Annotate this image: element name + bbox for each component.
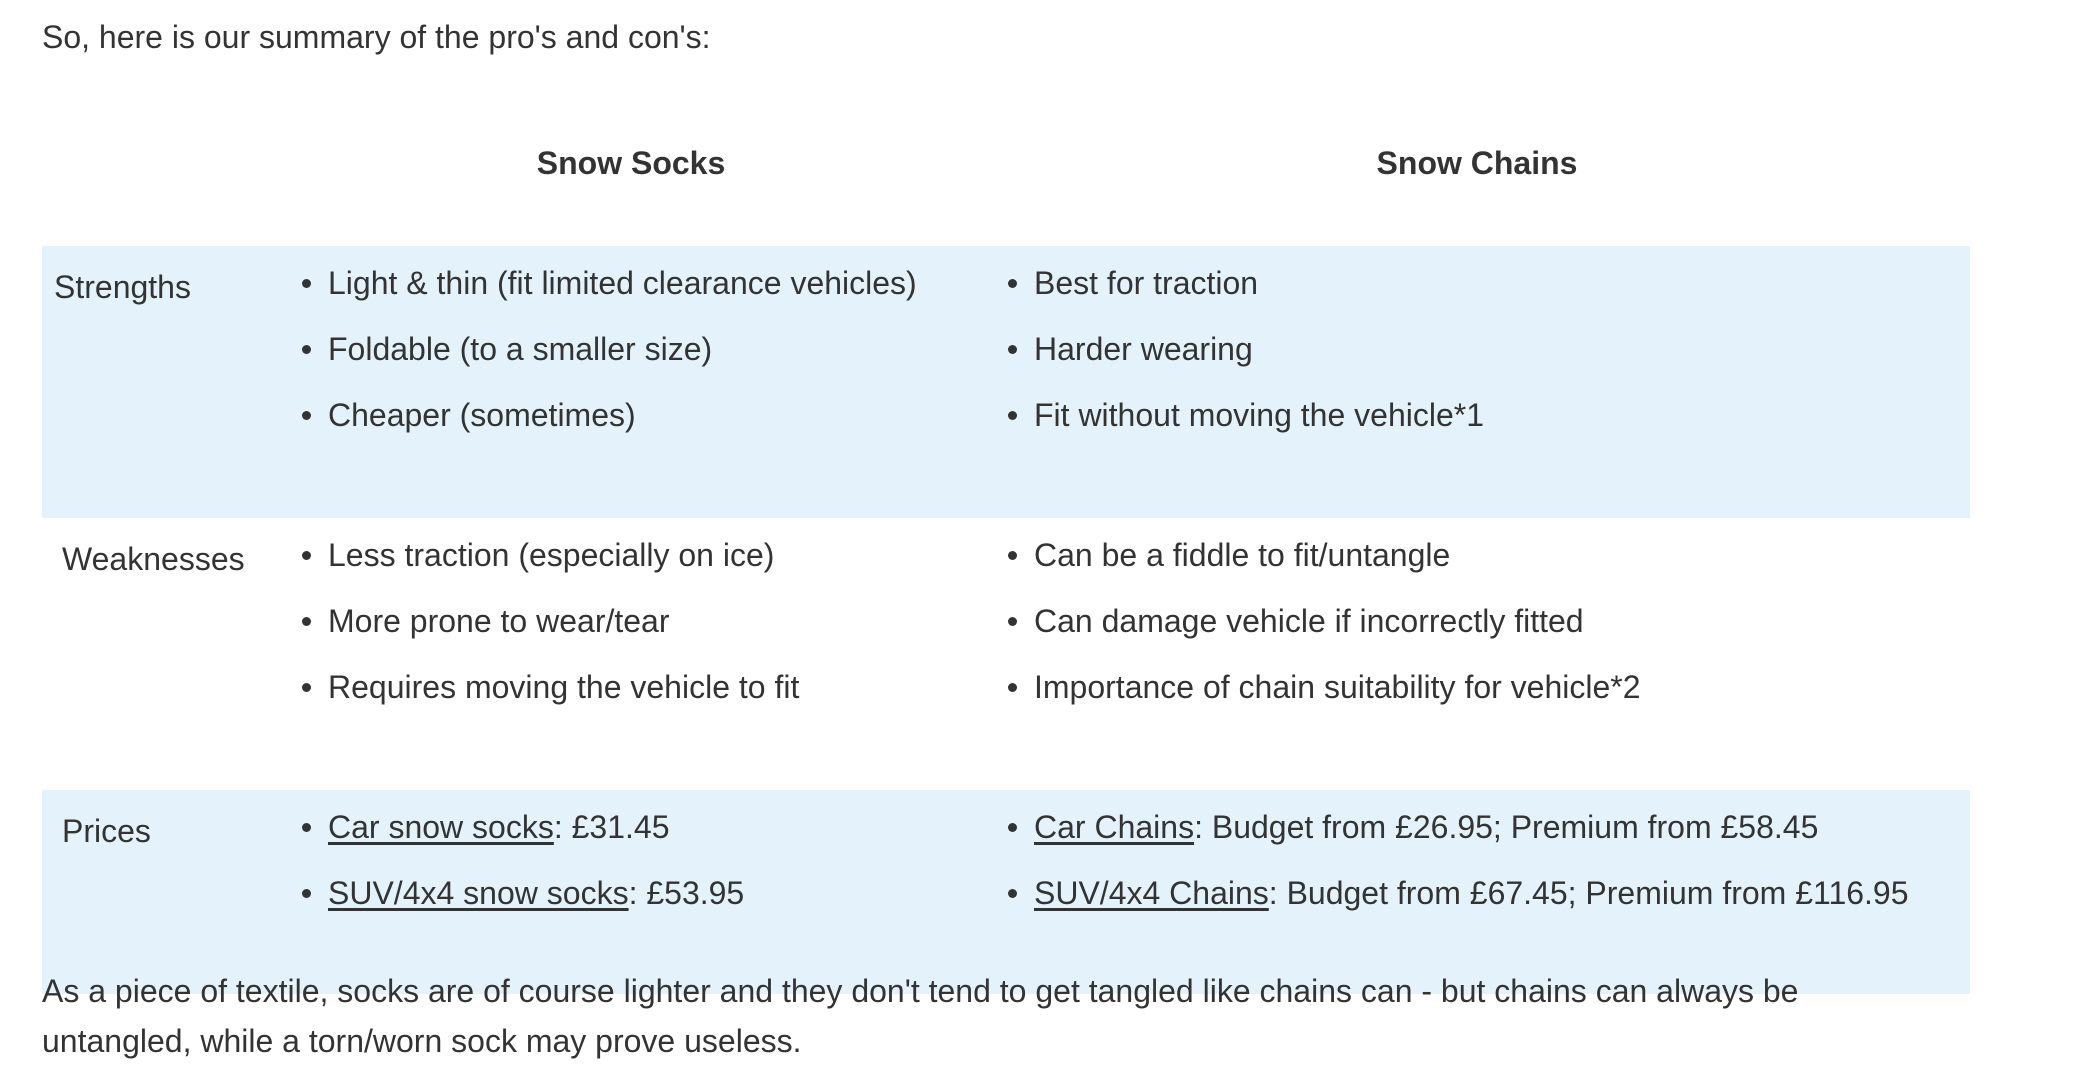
row-label-strengths: Strengths [42,246,278,518]
prices-socks-list [278,790,984,938]
strengths-socks-cell [278,246,984,518]
list-item: Importance of chain suitability for vehicle*2 [984,666,1970,732]
table-row-strengths [42,246,1970,518]
comparison-table [42,100,1970,994]
weaknesses-chains-cell [984,518,1970,790]
list-item: Can damage vehicle if incorrectly fitted [984,600,1970,666]
list-item [278,872,984,938]
list-item: Requires moving the vehicle to fit [278,666,984,732]
outro-paragraph: As a piece of textile, socks are of course lighter and they don't tend to get tangled like chains can - but chains can always be untangled, while a torn/worn sock may prove useless. [42,973,1799,1059]
table-header-row [42,100,1970,246]
table-row-prices [42,790,1970,994]
strengths-chains-list [984,246,1970,460]
price-text: : Budget from £67.45; Premium from £116.95 [1268,875,1909,911]
price-text: : £31.45 [553,809,670,845]
list-item [984,872,1970,938]
weaknesses-socks-cell [278,518,984,790]
list-item [984,806,1970,872]
list-item: Best for traction [984,262,1970,328]
prices-socks-cell [278,790,984,994]
list-item: More prone to wear/tear [278,600,984,666]
row-label-weaknesses: Weaknesses [62,541,245,577]
car-snow-socks-link[interactable]: Car snow socks [328,809,554,845]
weaknesses-chains-list [984,518,1970,732]
weaknesses-socks-list [278,518,984,732]
table-row-weaknesses [42,518,1970,790]
list-item: Can be a fiddle to fit/untangle [984,534,1970,600]
price-text: : Budget from £26.95; Premium from £58.45 [1194,809,1819,845]
list-item: Harder wearing [984,328,1970,394]
prices-chains-list [984,790,1970,938]
row-label-prices: Prices [42,790,278,994]
list-item [278,806,984,872]
header-snow-socks: Snow Socks [536,144,726,181]
car-chains-link[interactable]: Car Chains [1034,809,1195,845]
list-item: Light & thin (fit limited clearance vehicles) [278,262,984,328]
list-item: Fit without moving the vehicle*1 [984,394,1970,460]
suv-chains-link[interactable]: SUV/4x4 Chains [1034,875,1269,911]
prices-chains-cell [984,790,1970,994]
list-item: Less traction (especially on ice) [278,534,984,600]
strengths-chains-cell [984,246,1970,518]
header-blank-cell [42,100,278,246]
list-item: Foldable (to a smaller size) [278,328,984,394]
header-snow-chains: Snow Chains [1376,144,1578,181]
strengths-socks-list [278,246,984,460]
list-item: Cheaper (sometimes) [278,394,984,460]
suv-snow-socks-link[interactable]: SUV/4x4 snow socks [328,875,629,911]
intro-paragraph: So, here is our summary of the pro's and con's: [42,19,711,55]
price-text: : £53.95 [628,875,745,911]
